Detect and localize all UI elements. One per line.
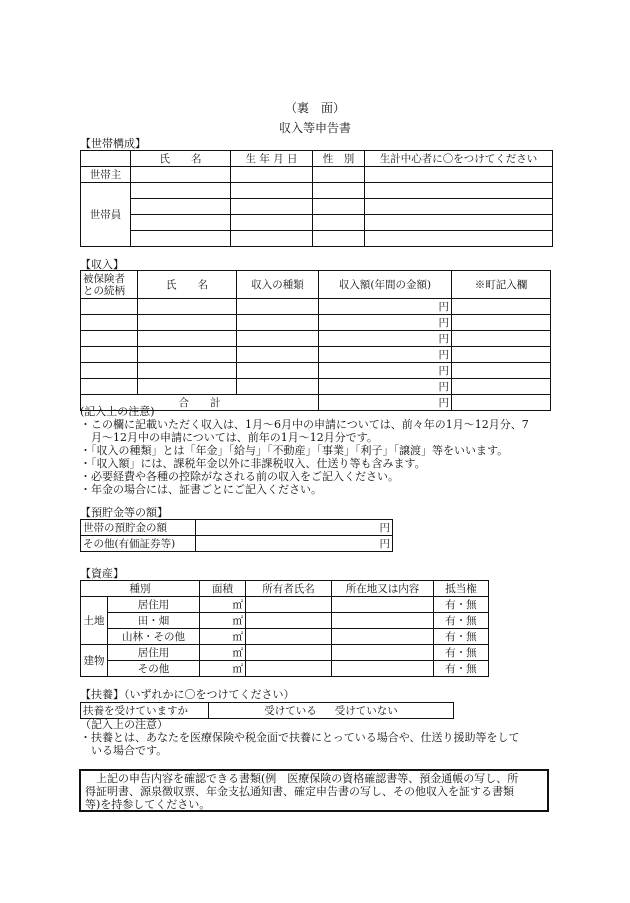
input-cell[interactable] (237, 379, 319, 395)
input-cell[interactable] (332, 597, 434, 613)
income-note-line: ・「収入額」には、課税年金以外に非課税収入、仕送り等も含みます。 (80, 457, 426, 470)
household-table (80, 150, 553, 247)
input-cell[interactable] (237, 363, 319, 379)
amount-cell[interactable]: 円 (319, 315, 452, 331)
input-cell[interactable] (246, 661, 332, 677)
input-cell[interactable] (81, 379, 138, 395)
income-row[interactable] (81, 363, 551, 379)
asset-area[interactable]: ㎡ (200, 645, 246, 661)
notice-line: 上記の申告内容を確認できる書類(例 医療保険の資格確認書等、預金通帳の写し、所 (85, 772, 519, 785)
input-cell[interactable] (365, 167, 553, 183)
asset-kind: 居住用 (108, 645, 200, 661)
support-table (80, 702, 454, 719)
input-cell[interactable] (138, 379, 237, 395)
amount-cell[interactable]: 円 (319, 331, 452, 347)
input-cell[interactable] (332, 613, 434, 629)
savings-amount[interactable]: 円 (196, 520, 393, 536)
household-section-title: 【世帯構成】 (80, 137, 146, 150)
input-cell[interactable] (313, 215, 365, 231)
total-amount-cell[interactable]: 円 (319, 395, 452, 411)
office-cell (452, 331, 551, 347)
input-cell[interactable] (81, 299, 138, 315)
income-notes-title: (記入上の注意) (80, 405, 155, 418)
asset-row[interactable] (81, 597, 489, 613)
input-cell[interactable] (313, 167, 365, 183)
household-head-label: 世帯主 (81, 167, 131, 183)
asset-area[interactable]: ㎡ (200, 613, 246, 629)
input-cell[interactable] (332, 661, 434, 677)
savings-table (80, 519, 393, 552)
input-cell[interactable] (365, 215, 553, 231)
input-cell[interactable] (81, 315, 138, 331)
office-cell (452, 363, 551, 379)
income-note-line: ・この欄に記載いただく収入は、1月～6月中の申請については、前々年の1月～12月分、7 (80, 418, 529, 431)
savings-row[interactable] (81, 536, 393, 552)
header-cell-birthdate: 生 年 月 日 (231, 151, 313, 167)
input-cell[interactable] (246, 597, 332, 613)
amount-cell[interactable]: 円 (319, 299, 452, 315)
income-row[interactable] (81, 331, 551, 347)
input-cell[interactable] (332, 629, 434, 645)
input-cell[interactable] (313, 231, 365, 247)
income-note-line: ・年金の場合には、証書ごとにご記入ください。 (80, 483, 322, 496)
asset-area[interactable]: ㎡ (200, 597, 246, 613)
support-section-title: 【扶養】（いずれかに〇をつけてください） (80, 688, 295, 701)
input-cell[interactable] (138, 331, 237, 347)
header-cell-relation: 被保険者との続柄 (81, 271, 138, 299)
income-table (80, 270, 551, 411)
asset-mortgage[interactable]: 有・無 (434, 629, 489, 645)
header-cell-primary: 生計中心者に〇をつけてください (365, 151, 553, 167)
asset-kind: 居住用 (108, 597, 200, 613)
input-cell[interactable] (237, 331, 319, 347)
header-cell-name: 氏 名 (138, 271, 237, 299)
support-option-no[interactable]: 受けていない (334, 704, 398, 717)
input-cell[interactable] (81, 363, 138, 379)
asset-kind: 田・畑 (108, 613, 200, 629)
household-member-row[interactable] (81, 231, 553, 247)
office-cell (452, 347, 551, 363)
asset-row[interactable] (81, 613, 489, 629)
input-cell[interactable] (237, 347, 319, 363)
assets-table (80, 580, 489, 677)
asset-kind: 山林・その他 (108, 629, 200, 645)
office-cell (452, 379, 551, 395)
savings-row[interactable] (81, 520, 393, 536)
assets-section-title: 【資産】 (80, 567, 124, 580)
support-notes-title: （記入上の注意） (80, 718, 168, 731)
income-section-title: 【収入】 (80, 258, 124, 271)
input-cell[interactable] (231, 199, 313, 215)
asset-row[interactable] (81, 645, 489, 661)
asset-group-land: 土地 (81, 597, 108, 645)
support-notes (80, 718, 520, 757)
asset-kind: その他 (108, 661, 200, 677)
input-cell[interactable] (365, 199, 553, 215)
office-cell (452, 299, 551, 315)
input-cell[interactable] (246, 645, 332, 661)
support-row[interactable] (81, 703, 454, 719)
input-cell[interactable] (81, 331, 138, 347)
asset-row[interactable] (81, 629, 489, 645)
amount-cell[interactable]: 円 (319, 363, 452, 379)
input-cell[interactable] (246, 629, 332, 645)
asset-area[interactable]: ㎡ (200, 629, 246, 645)
input-cell[interactable] (231, 183, 313, 199)
input-cell[interactable] (365, 183, 553, 199)
input-cell[interactable] (313, 199, 365, 215)
savings-label: 世帯の預貯金の額 (81, 520, 196, 536)
notice-line: 等)を持参してください。 (85, 798, 211, 811)
header-cell-blank (81, 151, 131, 167)
notice-line: 得証明書、源泉徴収票、年金支払通知書、確定申告書の写し、その他収入を証する書類 (85, 785, 514, 798)
amount-cell[interactable]: 円 (319, 347, 452, 363)
income-note-line: ・「収入の種類」とは「年金」「給与」「不動産」「事業」「利子」「譲渡」等をいいます。 (80, 444, 509, 457)
input-cell[interactable] (131, 167, 231, 183)
support-options[interactable] (209, 703, 454, 719)
asset-area[interactable]: ㎡ (200, 661, 246, 677)
support-question: 扶養を受けていますか (81, 703, 209, 719)
header-cell-owner: 所有者氏名 (246, 581, 332, 597)
input-cell[interactable] (138, 363, 237, 379)
income-note-line: 月～12月中の申請については、前年の1月～12月分です。 (80, 431, 378, 444)
header-cell-mortgage: 抵当権 (434, 581, 489, 597)
asset-mortgage[interactable]: 有・無 (434, 661, 489, 677)
input-cell[interactable] (131, 183, 231, 199)
income-row[interactable] (81, 315, 551, 331)
input-cell[interactable] (131, 215, 231, 231)
income-row[interactable] (81, 347, 551, 363)
input-cell[interactable] (231, 167, 313, 183)
header-cell-amount: 収入額(年間の金額) (319, 271, 452, 299)
input-cell[interactable] (246, 613, 332, 629)
household-member-label: 世帯員 (81, 183, 131, 247)
input-cell[interactable] (81, 347, 138, 363)
header-cell-kind: 種別 (81, 581, 200, 597)
form-title: 収入等申告書 (278, 121, 351, 135)
income-total-label: 合 計 (81, 395, 319, 411)
support-note-line: いる場合です。 (80, 744, 168, 757)
input-cell[interactable] (237, 299, 319, 315)
income-note-line: ・必要経費や各種の控除がなされる前の収入をご記入ください。 (80, 470, 399, 483)
assets-header-row (81, 581, 489, 597)
input-cell[interactable] (332, 645, 434, 661)
asset-row[interactable] (81, 661, 489, 677)
input-cell[interactable] (365, 231, 553, 247)
header-cell-office: ※町記入欄 (452, 271, 551, 299)
household-member-row[interactable] (81, 215, 553, 231)
asset-mortgage[interactable]: 有・無 (434, 597, 489, 613)
asset-mortgage[interactable]: 有・無 (434, 613, 489, 629)
household-member-row[interactable] (81, 199, 553, 215)
income-row[interactable] (81, 299, 551, 315)
household-head-row[interactable] (81, 167, 553, 183)
input-cell[interactable] (231, 231, 313, 247)
documents-notice-box (79, 769, 549, 812)
header-cell-type: 収入の種類 (237, 271, 319, 299)
savings-amount[interactable]: 円 (196, 536, 393, 552)
asset-group-building: 建物 (81, 645, 108, 677)
input-cell[interactable] (131, 199, 231, 215)
support-option-yes[interactable]: 受けている (264, 704, 317, 717)
input-cell[interactable] (138, 347, 237, 363)
input-cell[interactable] (231, 215, 313, 231)
savings-section-title: 【預貯金等の額】 (80, 506, 168, 519)
input-cell[interactable] (237, 315, 319, 331)
income-row[interactable] (81, 379, 551, 395)
office-cell (452, 315, 551, 331)
input-cell[interactable] (313, 183, 365, 199)
header-cell-sex: 性 別 (313, 151, 365, 167)
asset-mortgage[interactable]: 有・無 (434, 645, 489, 661)
input-cell[interactable] (138, 315, 237, 331)
header-cell-name: 氏 名 (131, 151, 231, 167)
support-note-line: ・扶養とは、あなたを医療保険や税金面で扶養にとっている場合や、仕送り援助等をして (80, 731, 520, 744)
income-notes (80, 405, 529, 496)
savings-label: その他(有価証券等) (81, 536, 196, 552)
input-cell[interactable] (131, 231, 231, 247)
income-header-row (81, 271, 551, 299)
side-label: （裏 面） (284, 101, 345, 115)
household-header-row (81, 151, 553, 167)
input-cell[interactable] (138, 299, 237, 315)
header-cell-area: 面積 (200, 581, 246, 597)
household-member-row[interactable] (81, 183, 553, 199)
header-cell-location: 所在地又は内容 (332, 581, 434, 597)
amount-cell[interactable]: 円 (319, 379, 452, 395)
